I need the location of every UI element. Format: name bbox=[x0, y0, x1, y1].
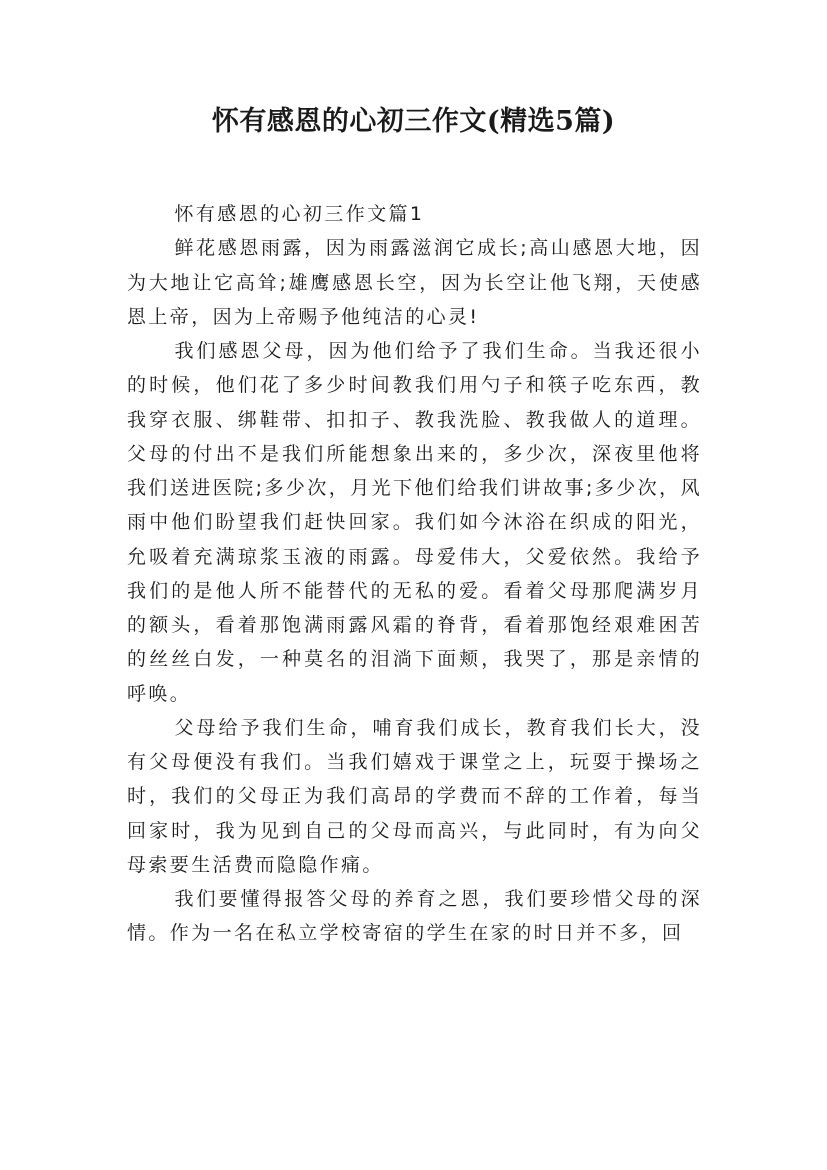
section-heading: 怀有感恩的心初三作文篇1 bbox=[174, 203, 425, 225]
paragraph-2: 我们感恩父母，因为他们给予了我们生命。当我还很小的时候，他们花了多少时间教我们用勺子和筷子吃东西，教我穿衣服、绑鞋带、扣扣子、教我洗脸、教我做人的道理。父母的付出不是我们所能想象出来的，多少次，深夜里他将我们送进医院;多少次，月光下他们给我们讲故事;多少次，风雨中他们盼望我们赶快回家。我们如今沐浴在织成的阳光，允吸着充满琼浆玉液的雨露。母爱伟大，父爱依然。我给予我们的是他人所不能替代的无私的爱。看着父母那爬满岁月的额头，看着那饱满雨露风霜的脊背，看着那饱经艰难困苦的丝丝白发，一种莫名的泪淌下面颊，我哭了，那是亲情的呼唤。 bbox=[127, 340, 702, 705]
paragraph-1: 鲜花感恩雨露，因为雨露滋润它成长;高山感恩大地，因为大地让它高耸;雄鹰感恩长空，因为长空让他飞翔，天使感恩上帝，因为上帝赐予他纯洁的心灵! bbox=[127, 237, 702, 328]
paragraph-3: 父母给予我们生命，哺育我们成长，教育我们长大，没有父母便没有我们。当我们嬉戏于课堂之上，玩耍于操场之时，我们的父母正为我们高昂的学费而不辞的工作着，每当回家时，我为见到自己的父母而高兴，与此同时，有为向父母索要生活费而隐隐作痛。 bbox=[127, 716, 702, 876]
document-title: 怀有感恩的心初三作文(精选5篇) bbox=[211, 106, 616, 137]
document-body bbox=[127, 197, 702, 951]
paragraph-4: 我们要懂得报答父母的养育之恩，我们要珍惜父母的深情。作为一名在私立学校寄宿的学生在家的时日并不多，回 bbox=[127, 888, 702, 945]
